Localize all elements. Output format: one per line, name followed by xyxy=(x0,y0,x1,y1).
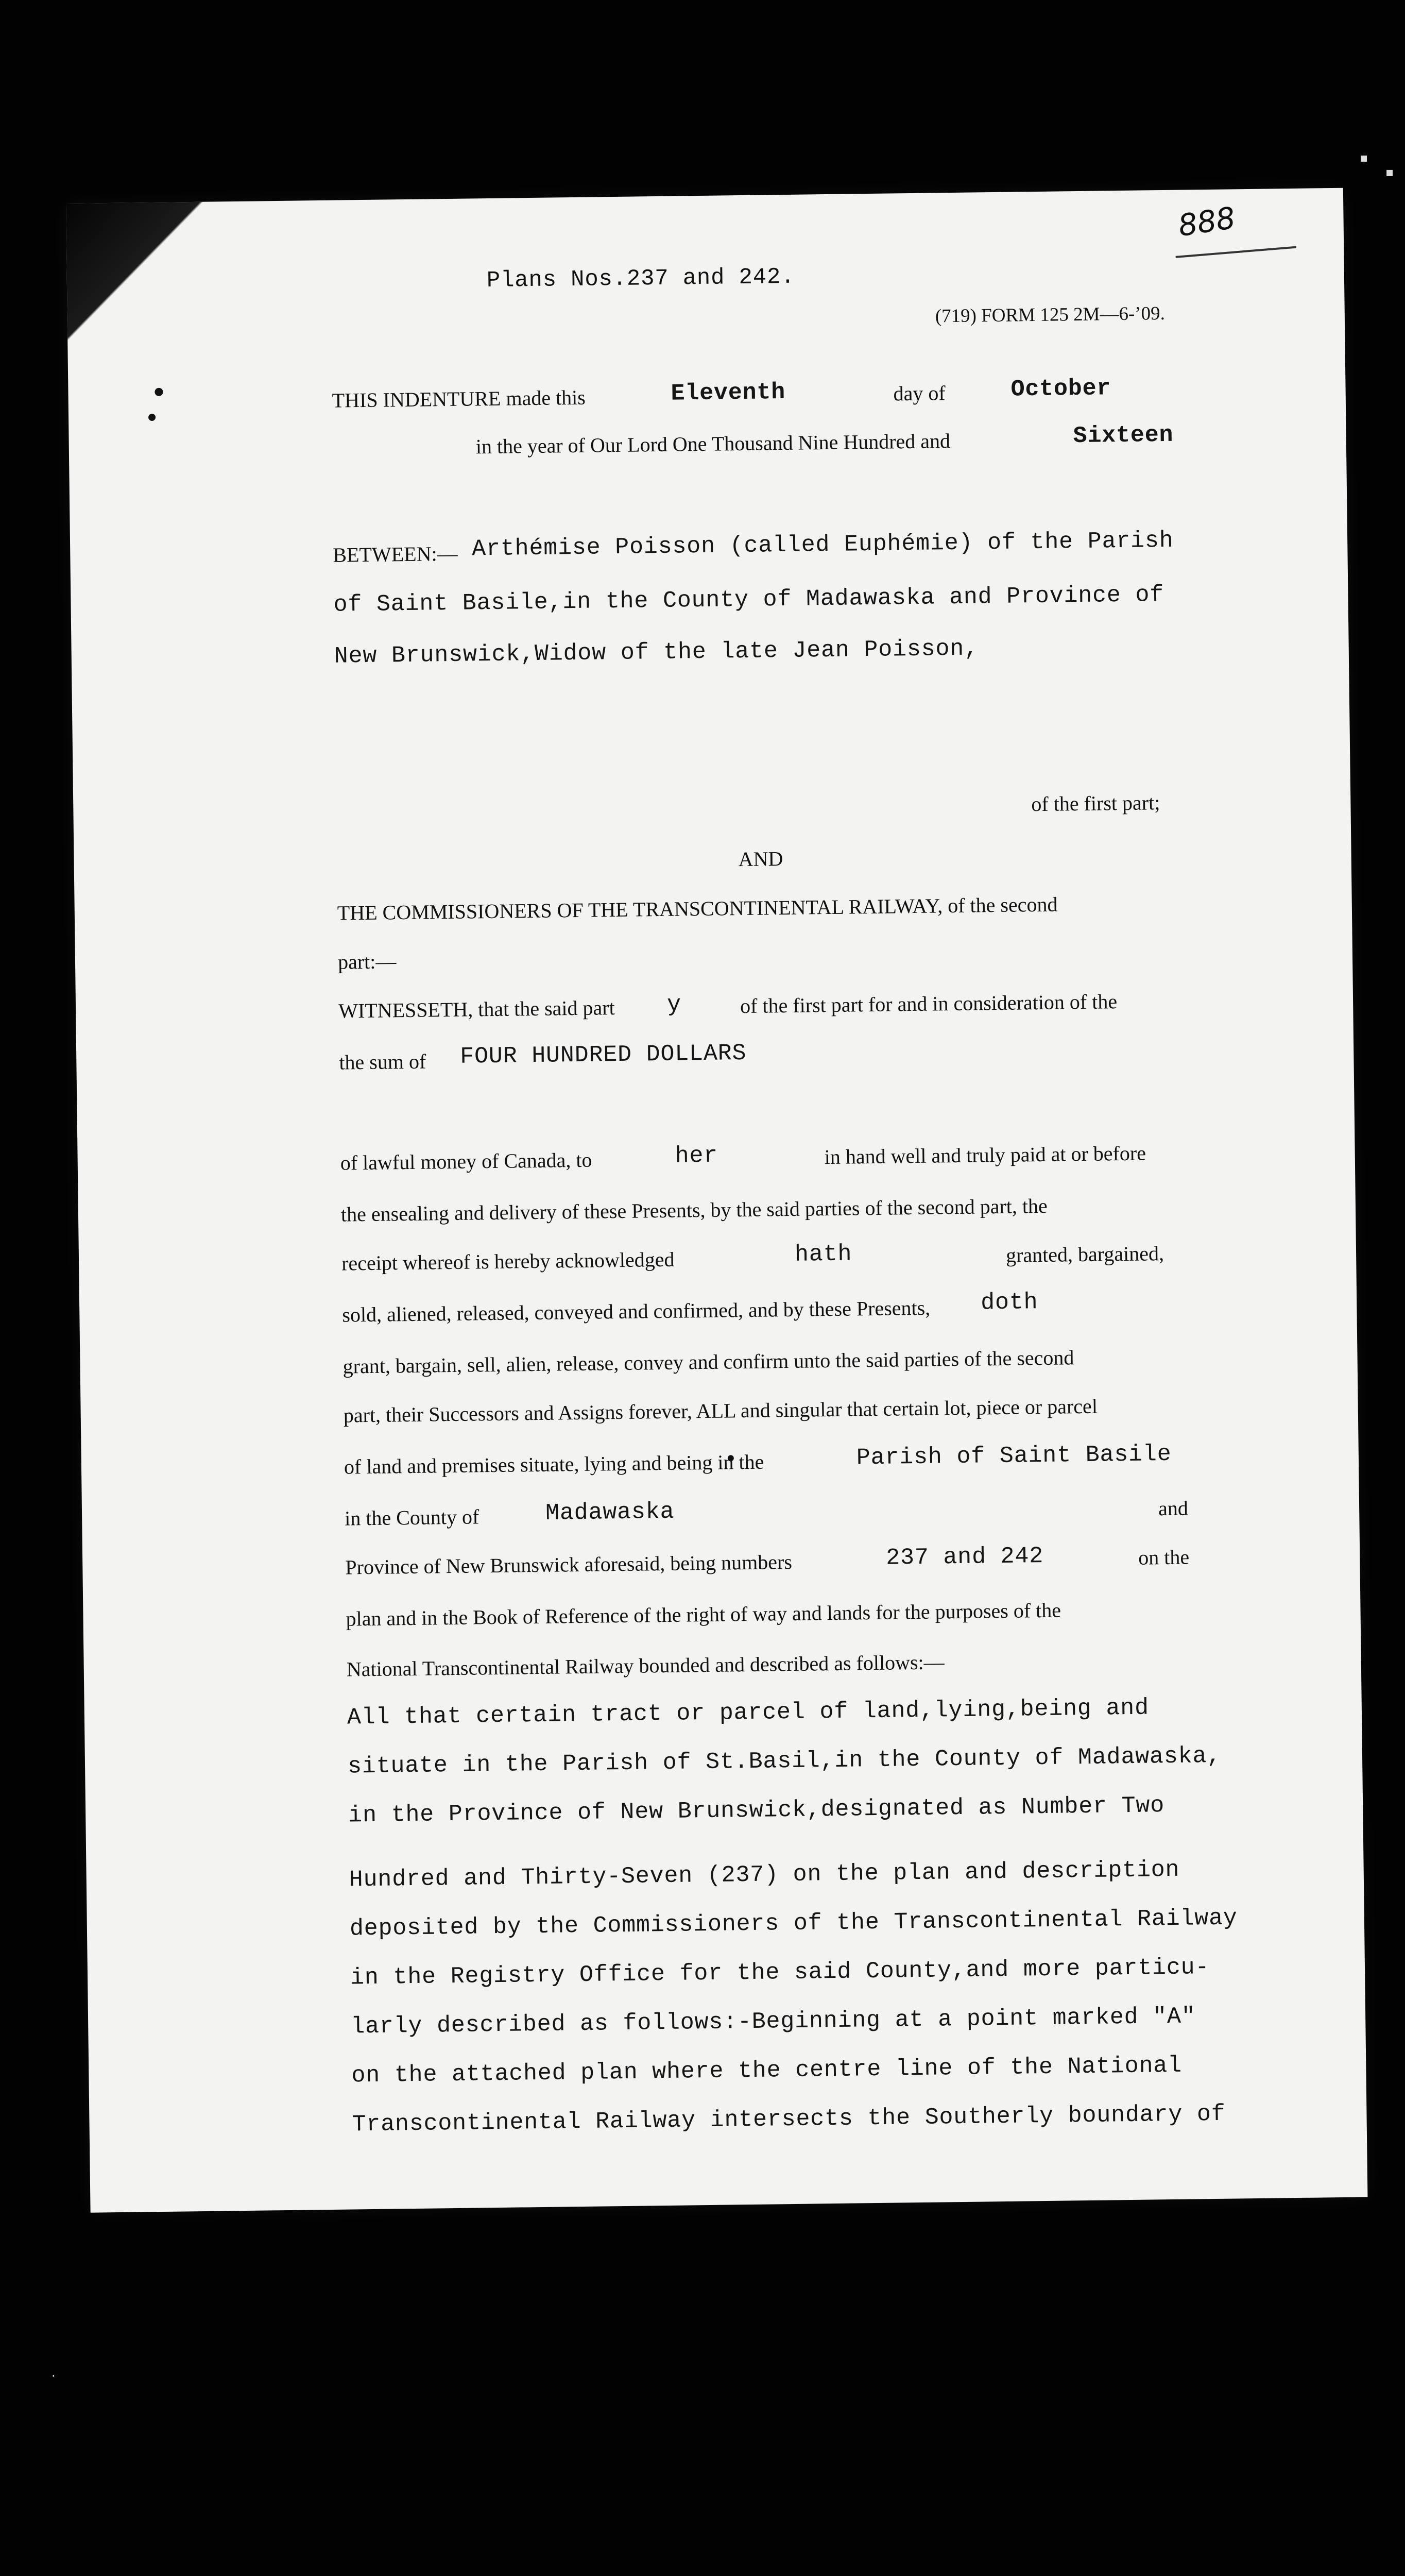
scan-speck: · xyxy=(52,2369,56,2383)
receipt-fill: hath xyxy=(794,1241,852,1268)
form-number: (719) FORM 125 2M—6-’09. xyxy=(935,302,1166,327)
indenture-prefix: THIS INDENTURE made this xyxy=(332,385,586,412)
party-line-2: of Saint Basile,in the County of Madawaska and Province of xyxy=(333,582,1164,618)
grant-line: grant, bargain, sell, alien, release, convey and confirm unto the said parties of the second xyxy=(342,1346,1074,1378)
torn-corner xyxy=(66,201,243,348)
description-line-4: Hundred and Thirty-Seven (237) on the plan and description xyxy=(349,1856,1180,1893)
sold-prefix: sold, aliened, released, conveyed and confirmed, and by these Presents, xyxy=(342,1296,931,1327)
witnesseth-prefix: WITNESSETH, that the said part xyxy=(338,996,615,1023)
party-line-1: Arthémise Poisson (called Euphémie) of the Parish xyxy=(471,527,1174,563)
document-page xyxy=(66,188,1367,2213)
province-prefix: Province of New Brunswick aforesaid, being numbers xyxy=(345,1550,793,1579)
national-line: National Transcontinental Railway bounded and described as follows:— xyxy=(346,1650,945,1681)
description-line-7: larly described as follows:-Beginning at a point marked "A" xyxy=(350,2003,1196,2040)
county-prefix: in the County of xyxy=(344,1505,479,1530)
receipt-prefix: receipt whereof is hereby acknowledged xyxy=(341,1247,675,1275)
ink-speck xyxy=(148,414,156,421)
lawful-prefix: of lawful money of Canada, to xyxy=(340,1148,592,1175)
description-line-5: deposited by the Commissioners of the Transcontinental Railway xyxy=(349,1905,1238,1942)
scan-speck: ▪ xyxy=(1360,150,1368,165)
sum-value: FOUR HUNDRED DOLLARS xyxy=(459,1040,747,1070)
year-prefix: in the year of Our Lord One Thousand Nine Hundred and xyxy=(475,429,951,459)
description-line-3: in the Province of New Brunswick,designated as Number Two xyxy=(348,1792,1165,1829)
scan-speck: ▪ xyxy=(1385,165,1394,179)
day-value: Eleventh xyxy=(671,379,786,407)
land-prefix: of land and premises situate, lying and being in the xyxy=(344,1450,764,1479)
and-label: AND xyxy=(738,847,783,871)
plan-heading: Plans Nos.237 and 242. xyxy=(486,264,795,294)
county-suffix: and xyxy=(1158,1496,1189,1520)
province-suffix: on the xyxy=(1138,1545,1190,1569)
lawful-suffix: in hand well and truly paid at or before xyxy=(824,1141,1146,1169)
sum-prefix: the sum of xyxy=(339,1049,426,1074)
description-line-1: All that certain tract or parcel of land,lying,being and xyxy=(347,1694,1150,1731)
between-label: BETWEEN:— xyxy=(333,541,458,567)
part-label: part:— xyxy=(337,950,397,974)
month-value: October xyxy=(1010,375,1111,403)
county-fill: Madawaska xyxy=(545,1498,675,1527)
receipt-suffix: granted, bargained, xyxy=(1005,1242,1164,1267)
sold-fill: doth xyxy=(980,1289,1038,1316)
numbers-fill: 237 and 242 xyxy=(885,1543,1044,1571)
description-line-6: in the Registry Office for the said County,and more particu- xyxy=(350,1954,1210,1991)
land-fill: Parish of Saint Basile xyxy=(856,1440,1172,1471)
party-line-3: New Brunswick,Widow of the late Jean Poisson, xyxy=(334,635,979,670)
first-part-label: of the first part; xyxy=(1031,791,1160,816)
description-line-8: on the attached plan where the centre line of the National xyxy=(351,2052,1183,2089)
commissioners-line: THE COMMISSIONERS OF THE TRANSCONTINENTAL RAILWAY, of the second xyxy=(337,892,1058,925)
recipient-value: her xyxy=(675,1142,718,1170)
year-value: Sixteen xyxy=(1073,421,1174,450)
plan-line: plan and in the Book of Reference of the right of way and lands for the purposes of the xyxy=(346,1598,1061,1631)
ink-speck xyxy=(155,388,163,396)
description-line-2: situate in the Parish of St.Basil,in the County of Madawaska, xyxy=(347,1742,1222,1780)
successors-line: part, their Successors and Assigns forever, ALL and singular that certain lot, piece or parcel xyxy=(343,1394,1098,1427)
folio-number: 888 xyxy=(1176,200,1238,244)
witnesseth-suffix: of the first part for and in consideration of the xyxy=(740,990,1118,1018)
description-line-9: Transcontinental Railway intersects the Southerly boundary of xyxy=(352,2100,1226,2138)
witnesseth-fill: y xyxy=(666,991,682,1018)
day-of-label: day of xyxy=(893,381,946,405)
ensealing-line: the ensealing and delivery of these Presents, by the said parties of the second part, the xyxy=(340,1194,1048,1226)
